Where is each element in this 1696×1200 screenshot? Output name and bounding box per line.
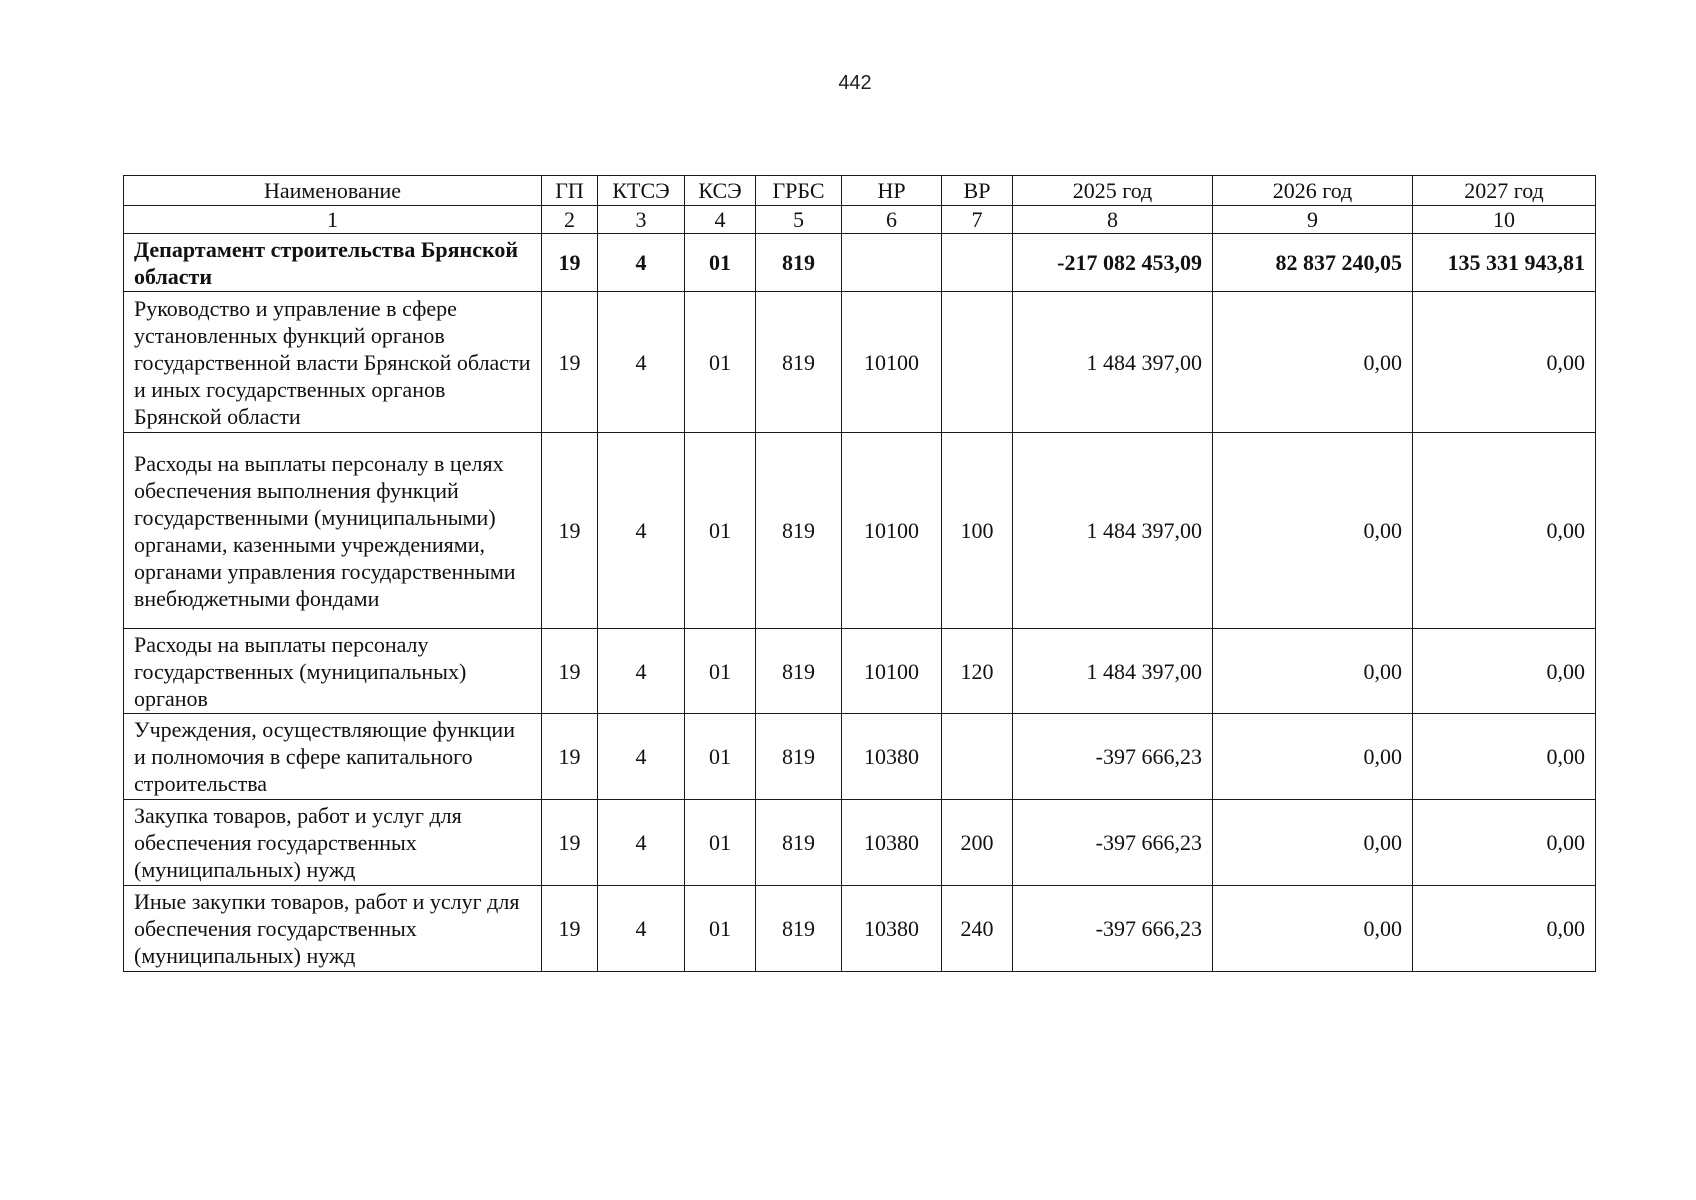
row-nr — [842, 234, 942, 292]
row-grbs: 819 — [756, 714, 842, 800]
column-number: 5 — [756, 206, 842, 234]
row-gp: 19 — [542, 800, 598, 886]
row-vr: 240 — [942, 886, 1013, 972]
row-ktse: 4 — [598, 800, 685, 886]
row-grbs: 819 — [756, 433, 842, 629]
row-grbs: 819 — [756, 234, 842, 292]
row-gp: 19 — [542, 629, 598, 714]
row-amount-2027: 0,00 — [1413, 629, 1596, 714]
table-row — [124, 800, 1596, 886]
header-2026: 2026 год — [1213, 176, 1413, 206]
row-nr: 10380 — [842, 886, 942, 972]
row-kse: 01 — [685, 234, 756, 292]
header-name: Наименование — [124, 176, 542, 206]
row-vr — [942, 234, 1013, 292]
row-gp: 19 — [542, 292, 598, 433]
row-name: Расходы на выплаты персоналу в целях обеспечения выполнения функций государственными (муниципальными) органами, казенными учреждениями, органами управления государственными внебюджетными фондами — [124, 433, 542, 629]
row-kse: 01 — [685, 629, 756, 714]
row-amount-2027: 0,00 — [1413, 292, 1596, 433]
header-nr: НР — [842, 176, 942, 206]
header-2027: 2027 год — [1413, 176, 1596, 206]
row-kse: 01 — [685, 714, 756, 800]
row-gp: 19 — [542, 234, 598, 292]
row-amount-2025: 1 484 397,00 — [1013, 629, 1213, 714]
header-ktse: КТСЭ — [598, 176, 685, 206]
row-amount-2026: 0,00 — [1213, 433, 1413, 629]
row-ktse: 4 — [598, 714, 685, 800]
row-gp: 19 — [542, 886, 598, 972]
row-amount-2027: 0,00 — [1413, 800, 1596, 886]
row-name: Руководство и управление в сфере установленных функций органов государственной власти Брянской области и иных государственных органов Брянской области — [124, 292, 542, 433]
row-ktse: 4 — [598, 629, 685, 714]
row-kse: 01 — [685, 292, 756, 433]
row-vr: 100 — [942, 433, 1013, 629]
row-name: Учреждения, осуществляющие функции и полномочия в сфере капитального строительства — [124, 714, 542, 800]
row-kse: 01 — [685, 433, 756, 629]
table-row — [124, 292, 1596, 433]
column-number: 7 — [942, 206, 1013, 234]
column-number: 1 — [124, 206, 542, 234]
row-vr: 200 — [942, 800, 1013, 886]
row-ktse: 4 — [598, 433, 685, 629]
row-nr: 10100 — [842, 629, 942, 714]
row-ktse: 4 — [598, 292, 685, 433]
page-number: 442 — [838, 72, 872, 94]
column-number: 6 — [842, 206, 942, 234]
table-row — [124, 629, 1596, 714]
column-number-row — [124, 206, 1596, 234]
column-number: 4 — [685, 206, 756, 234]
row-ktse: 4 — [598, 886, 685, 972]
column-number: 3 — [598, 206, 685, 234]
row-amount-2025: -397 666,23 — [1013, 886, 1213, 972]
row-nr: 10380 — [842, 800, 942, 886]
table-row — [124, 886, 1596, 972]
header-kse: КСЭ — [685, 176, 756, 206]
header-gp: ГП — [542, 176, 598, 206]
row-vr — [942, 292, 1013, 433]
column-number: 9 — [1213, 206, 1413, 234]
row-amount-2026: 0,00 — [1213, 292, 1413, 433]
row-name: Закупка товаров, работ и услуг для обеспечения государственных (муниципальных) нужд — [124, 800, 542, 886]
row-amount-2026: 0,00 — [1213, 714, 1413, 800]
header-vr: ВР — [942, 176, 1013, 206]
row-kse: 01 — [685, 886, 756, 972]
row-grbs: 819 — [756, 292, 842, 433]
column-number: 8 — [1013, 206, 1213, 234]
row-gp: 19 — [542, 714, 598, 800]
row-ktse: 4 — [598, 234, 685, 292]
row-vr — [942, 714, 1013, 800]
row-grbs: 819 — [756, 629, 842, 714]
row-amount-2026: 0,00 — [1213, 800, 1413, 886]
row-nr: 10100 — [842, 292, 942, 433]
row-amount-2025: -217 082 453,09 — [1013, 234, 1213, 292]
row-name: Департамент строительства Брянской области — [124, 234, 542, 292]
row-amount-2025: -397 666,23 — [1013, 800, 1213, 886]
row-amount-2025: -397 666,23 — [1013, 714, 1213, 800]
row-gp: 19 — [542, 433, 598, 629]
column-number: 10 — [1413, 206, 1596, 234]
row-amount-2027: 0,00 — [1413, 433, 1596, 629]
column-number: 2 — [542, 206, 598, 234]
table-header-row — [124, 176, 1596, 206]
table-row — [124, 234, 1596, 292]
row-amount-2025: 1 484 397,00 — [1013, 292, 1213, 433]
row-amount-2027: 135 331 943,81 — [1413, 234, 1596, 292]
row-amount-2027: 0,00 — [1413, 886, 1596, 972]
row-grbs: 819 — [756, 800, 842, 886]
row-grbs: 819 — [756, 886, 842, 972]
row-name: Иные закупки товаров, работ и услуг для обеспечения государственных (муниципальных) нужд — [124, 886, 542, 972]
row-amount-2027: 0,00 — [1413, 714, 1596, 800]
budget-table — [123, 175, 1596, 972]
row-nr: 10100 — [842, 433, 942, 629]
row-vr: 120 — [942, 629, 1013, 714]
header-grbs: ГРБС — [756, 176, 842, 206]
row-nr: 10380 — [842, 714, 942, 800]
row-kse: 01 — [685, 800, 756, 886]
header-2025: 2025 год — [1013, 176, 1213, 206]
row-amount-2026: 0,00 — [1213, 629, 1413, 714]
row-amount-2026: 0,00 — [1213, 886, 1413, 972]
table-row — [124, 714, 1596, 800]
row-amount-2025: 1 484 397,00 — [1013, 433, 1213, 629]
table-row — [124, 433, 1596, 629]
row-name: Расходы на выплаты персоналу государственных (муниципальных) органов — [124, 629, 542, 714]
row-amount-2026: 82 837 240,05 — [1213, 234, 1413, 292]
